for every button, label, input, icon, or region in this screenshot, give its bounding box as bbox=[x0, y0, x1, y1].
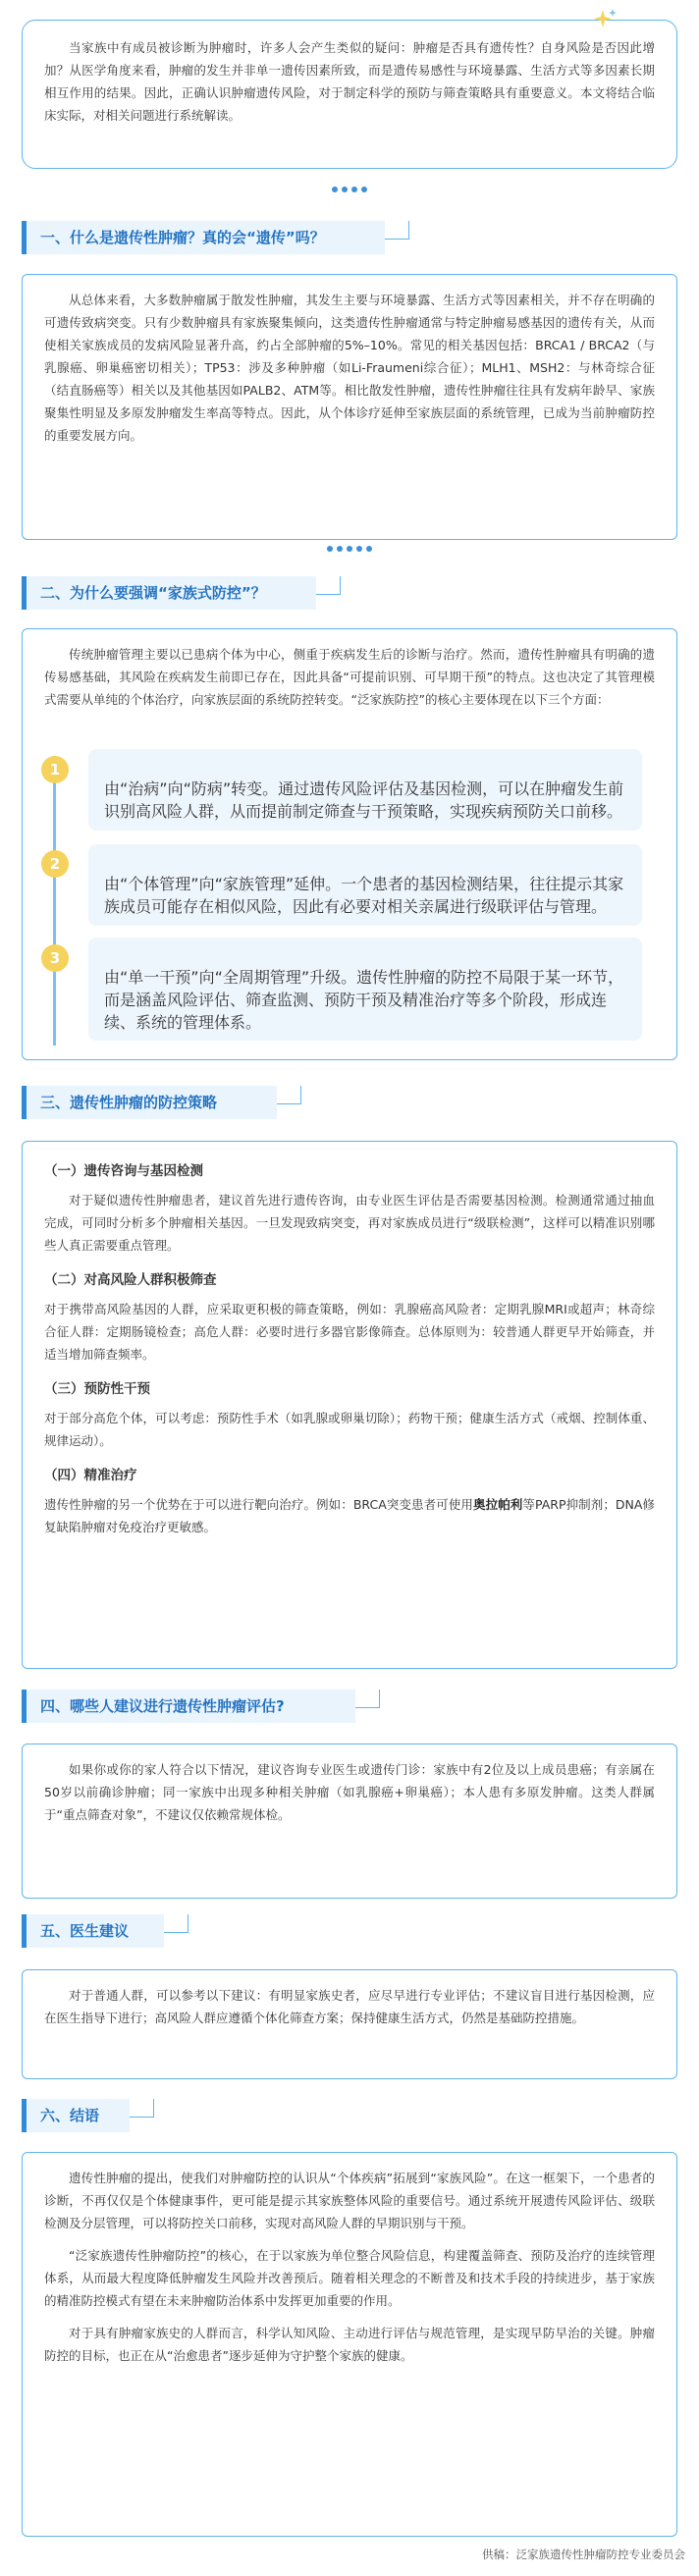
section-6-card bbox=[22, 2152, 677, 2537]
subsection-title: （四）精准治疗 bbox=[44, 1468, 137, 1483]
section-4-card bbox=[22, 1744, 677, 1899]
subsection-title: （一）遗传咨询与基因检测 bbox=[44, 1163, 203, 1179]
sparkle-icon bbox=[589, 8, 618, 31]
divider-dots bbox=[0, 537, 699, 545]
heading-accent bbox=[277, 1086, 301, 1104]
source-credit: 供稿：泛家族遗传性肿瘤防控专业委员会 bbox=[482, 2548, 685, 2561]
section-3-card bbox=[22, 1141, 677, 1669]
intro-text: 当家族中有成员被诊断为肿瘤时，许多人会产生类似的疑问：肿瘤是否具有遗传性？自身风险是否因此增加？从医学角度来看，肿瘤的发生并非单一遗传因素所致，而是遗传易感性与环境暴露、生活方式等多因素长期相互作用的结果。因此，正确认识肿瘤遗传风险，对于制定科学的预防与筛查策略具有重要意义。本文将结合临床实际，对相关问题进行系统解读。 bbox=[44, 40, 655, 123]
point-number: 1 bbox=[41, 756, 69, 783]
section-5-heading: 五、医生建议 bbox=[22, 1914, 164, 1948]
heading-accent bbox=[130, 2099, 154, 2118]
point-item bbox=[88, 749, 642, 831]
timeline-line bbox=[53, 756, 56, 1046]
section-6-text: “泛家族遗传性肿瘤防控”的核心，在于以家族为单位整合风险信息，构建覆盖筛查、预防及治疗的连续管理体系，从而最大程度降低肿瘤发生风险并改善预后。随着相关理念的不断普及和技术手段的持续进步，基于家族的精准防控模式有望在未来肿瘤防治体系中发挥更加重要的作用。 bbox=[44, 2248, 655, 2308]
point-item bbox=[88, 938, 642, 1041]
subsection-text: 对于部分高危个体，可以考虑：预防性手术（如乳腺或卵巢切除）；药物干预；健康生活方式（戒烟、控制体重、规律运动）。 bbox=[44, 1411, 655, 1448]
subsection-text: 对于携带高风险基因的人群，应采取更积极的筛查策略，例如：乳腺癌高风险者：定期乳腺MRI或超声；林奇综合征人群：定期肠镜检查；高危人群：必要时进行多器官影像筛查。总体原则为：较普通人群更早开始筛查，并适当增加筛查频率。 bbox=[44, 1302, 655, 1362]
section-2-text: 传统肿瘤管理主要以已患病个体为中心，侧重于疾病发生后的诊断与治疗。然而，遗传性肿瘤具有明确的遗传易感基础，其风险在疾病发生前即已存在，因此具备“可提前识别、可早期干预”的特点。这也决定了其管理模式需要从单纯的个体治疗，向家族层面的系统防控转变。“泛家族防控”的核心主要体现在以下三个方面： bbox=[44, 647, 655, 707]
section-4-text: 如果你或你的家人符合以下情况，建议咨询专业医生或遗传门诊：家族中有2位及以上成员患癌；有亲属在50岁以前确诊肿瘤；同一家族中出现多种相关肿瘤（如乳腺癌+卵巢癌）；本人患有多原发肿瘤。这类人群属于“重点筛查对象”，不建议仅依赖常规体检。 bbox=[44, 1762, 655, 1822]
point-text: 由“治病”向“防病”转变。通过遗传风险评估及基因检测，可以在肿瘤发生前识别高风险人群，从而提前制定筛查与干预策略，实现疾病预防关口前移。 bbox=[104, 779, 624, 821]
intro-card bbox=[22, 20, 677, 169]
section-3-heading: 三、遗传性肿瘤的防控策略 bbox=[22, 1086, 277, 1119]
heading-accent bbox=[355, 1690, 380, 1708]
point-text: 由“个体管理”向“家族管理”延伸。一个患者的基因检测结果，往往提示其家族成员可能存在相似风险，因此有必要对相关亲属进行级联评估与管理。 bbox=[104, 875, 624, 916]
section-6-heading: 六、结语 bbox=[22, 2099, 130, 2132]
section-5-text: 对于普通人群，可以参考以下建议：有明显家族史者，应尽早进行专业评估；不建议盲目进行基因检测，应在医生指导下进行；高风险人群应遵循个体化筛查方案；保持健康生活方式，仍然是基础防控措施。 bbox=[44, 1988, 655, 2025]
section-4-heading: 四、哪些人建议进行遗传性肿瘤评估? bbox=[22, 1690, 355, 1723]
subsection-text: 遗传性肿瘤的另一个优势在于可以进行靶向治疗。例如：BRCA突变患者可使用奥拉帕利等PARP抑制剂；DNA修复缺陷肿瘤对免疫治疗更敏感。 bbox=[44, 1497, 655, 1534]
divider-dots bbox=[0, 178, 699, 186]
section-5-card bbox=[22, 1969, 677, 2079]
section-6-text: 遗传性肿瘤的提出，使我们对肿瘤防控的认识从“个体疾病”拓展到“家族风险”。在这一框架下，一个患者的诊断，不再仅仅是个体健康事件，更可能是提示其家族整体风险的重要信号。通过系统开展遗传风险评估、级联检测及分层管理，可以将防控关口前移，实现对高风险人群的早期识别与干预。 bbox=[44, 2171, 655, 2230]
drug-name: 奥拉帕利 bbox=[473, 1497, 523, 1512]
subsection-title: （二）对高风险人群积极筛查 bbox=[44, 1272, 217, 1288]
section-1-text: 从总体来看，大多数肿瘤属于散发性肿瘤，其发生主要与环境暴露、生活方式等因素相关，并不存在明确的可遗传致病突变。只有少数肿瘤具有家族聚集倾向，这类遗传性肿瘤通常与特定肿瘤易感基因的遗传有关，从而使相关家族成员的发病风险显著升高，约占全部肿瘤的5%–10%。常见的相关基因包括：BRCA1 / BRCA2（与乳腺癌、卵巢癌密切相关）；TP53：涉及多种肿瘤（如Li-Fraumeni综合征）；MLH1、MSH2：与林奇综合征（结直肠癌等）相关以及其他基因如PALB2、ATM等。相比散发性肿瘤，遗传性肿瘤往往具有发病年龄早、家族聚集性明显及多原发肿瘤发生率高等特点。因此，从个体诊疗延伸至家族层面的系统管理，已成为当前肿瘤防控的重要发展方向。 bbox=[44, 293, 655, 443]
point-text: 由“单一干预”向“全周期管理”升级。遗传性肿瘤的防控不局限于某一环节，而是涵盖风险评估、筛查监测、预防干预及精准治疗等多个阶段，形成连续、系统的管理体系。 bbox=[104, 968, 624, 1032]
point-number: 3 bbox=[41, 944, 69, 972]
point-number: 2 bbox=[41, 850, 69, 878]
subsection-text: 对于疑似遗传性肿瘤患者，建议首先进行遗传咨询，由专业医生评估是否需要基因检测。检测通常通过抽血完成，可同时分析多个肿瘤相关基因。一旦发现致病突变，再对家族成员进行“级联检测”，这样可以精准识别哪些人真正需要重点管理。 bbox=[44, 1193, 655, 1253]
point-item bbox=[88, 844, 642, 926]
heading-accent bbox=[164, 1914, 188, 1933]
section-1-heading: 一、什么是遗传性肿瘤？真的会“遗传”吗？ bbox=[22, 221, 385, 254]
subsection-title: （三）预防性干预 bbox=[44, 1381, 150, 1397]
section-2-heading: 二、为什么要强调“家族式防控”？ bbox=[22, 576, 316, 610]
heading-accent bbox=[316, 576, 341, 595]
section-1-card bbox=[22, 274, 677, 540]
heading-accent bbox=[385, 221, 409, 240]
section-6-text: 对于具有肿瘤家族史的人群而言，科学认知风险、主动进行评估与规范管理，是实现早防早治的关键。肿瘤防控的目标，也正在从“治愈患者”逐步延伸为守护整个家族的健康。 bbox=[44, 2326, 655, 2363]
